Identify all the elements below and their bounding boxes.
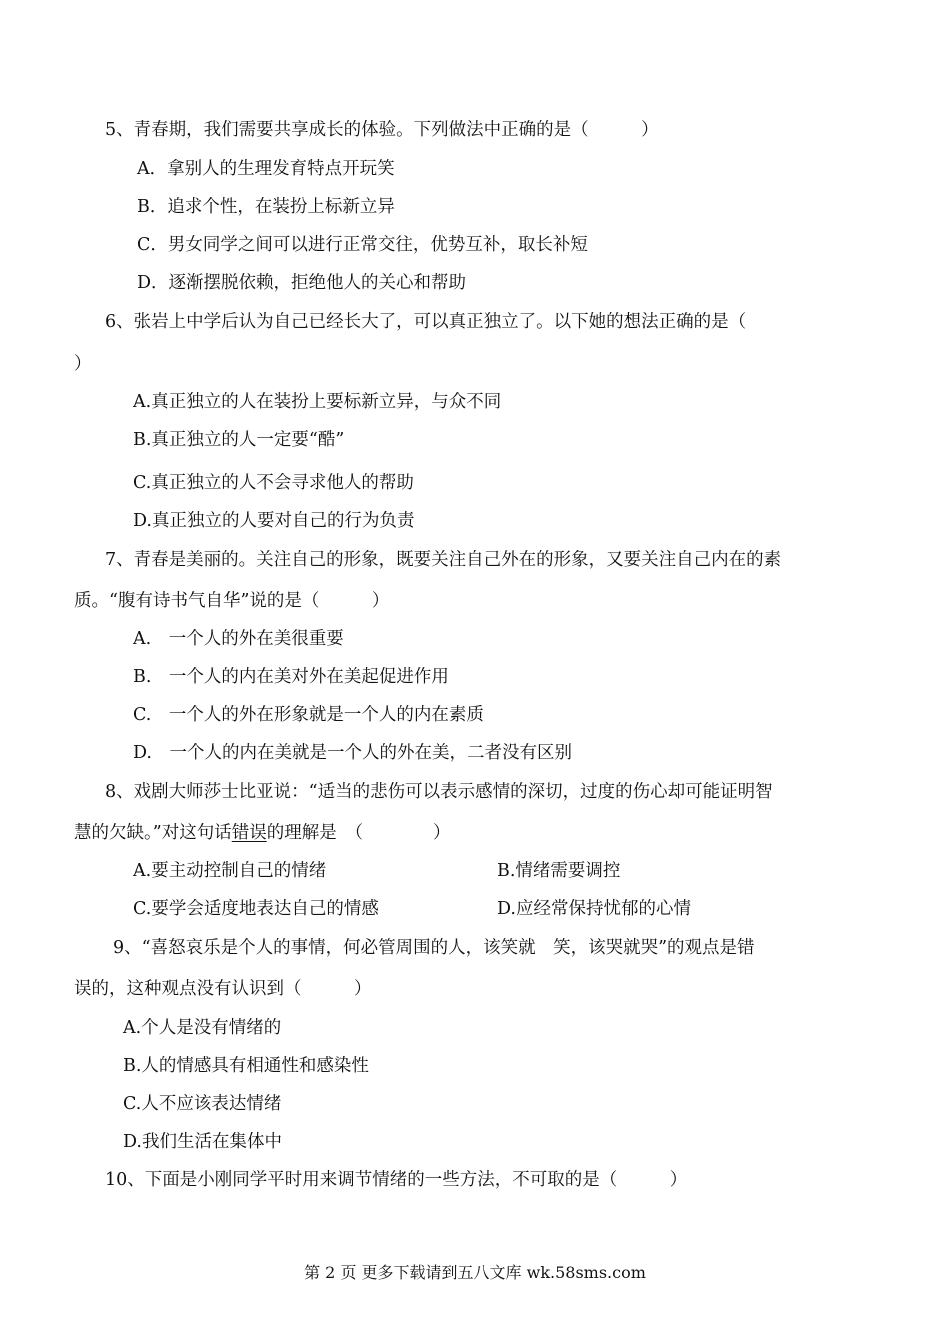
q7-stem-line1: 7、青春是美丽的。关注自己的形象，既要关注自己外在的形象，又要关注自己内在的素 [105, 550, 782, 570]
q8-option-b: B.情绪需要调控 [497, 861, 621, 881]
q10-stem: 10、下面是小刚同学平时用来调节情绪的一些方法，不可取的是（ ） [105, 1170, 688, 1190]
q7-stem-line2: 质。“腹有诗书气自华”说的是（ ） [74, 591, 390, 611]
q7-option-b: B. 一个人的内在美对外在美起促进作用 [133, 667, 449, 687]
q7-option-c: C. 一个人的外在形象就是一个人的内在素质 [133, 705, 484, 725]
q8-option-a: A.要主动控制自己的情绪 [133, 861, 327, 881]
q6-option-a: A.真正独立的人在装扮上要标新立异，与众不同 [133, 392, 502, 412]
q8-stem-text-before: 慧的欠缺。”对这句话 [74, 823, 232, 843]
q6-stem-line2: ） [74, 354, 92, 374]
q8-option-c: C.要学会适度地表达自己的情感 [133, 899, 379, 919]
q9-option-a: A.个人是没有情绪的 [123, 1018, 282, 1038]
q9-stem-line2: 误的，这种观点没有认识到（ ） [74, 979, 372, 999]
q9-option-d: D.我们生活在集体中 [123, 1132, 282, 1152]
q6-option-b: B.真正独立的人一定要“酷” [133, 430, 345, 450]
q5-stem: 5、青春期，我们需要共享成长的体验。下列做法中正确的是（ ） [105, 120, 659, 140]
q7-option-a: A. 一个人的外在美很重要 [133, 629, 344, 649]
q5-option-d: D．逐渐摆脱依赖，拒绝他人的关心和帮助 [137, 273, 467, 293]
q6-option-d: D.真正独立的人要对自己的行为负责 [133, 511, 415, 531]
q8-stem-line1: 8、戏剧大师莎士比亚说：“适当的悲伤可以表示感情的深切，过度的伤心却可能证明智 [105, 782, 773, 802]
page-footer: 第 2 页 更多下载请到五八文库 wk.58sms.com [304, 1263, 646, 1282]
q8-stem-line2 [74, 821, 450, 845]
q8-option-d: D.应经常保持忧郁的心情 [497, 899, 691, 919]
q5-option-a: A．拿别人的生理发育特点开玩笑 [137, 159, 395, 179]
q6-option-c: C.真正独立的人不会寻求他人的帮助 [133, 473, 414, 493]
q6-stem-line1: 6、张岩上中学后认为自己已经长大了，可以真正独立了。以下她的想法正确的是（ [105, 312, 747, 332]
q9-option-c: C.人不应该表达情绪 [123, 1094, 282, 1114]
q9-stem-line1: 9、“喜怒哀乐是个人的事情，何必管周围的人，该笑就 笑，该哭就哭”的观点是错 [113, 938, 755, 958]
q5-option-c: C．男女同学之间可以进行正常交往，优势互补，取长补短 [137, 235, 588, 255]
q8-stem-text-after: 的理解是 （ ） [266, 823, 451, 843]
q8-underlined-word: 错误 [231, 823, 267, 843]
q9-option-b: B.人的情感具有相通性和感染性 [123, 1056, 369, 1076]
q7-option-d: D. 一个人的内在美就是一个人的外在美，二者没有区别 [133, 743, 572, 763]
q5-option-b: B．追求个性，在装扮上标新立异 [137, 197, 395, 217]
